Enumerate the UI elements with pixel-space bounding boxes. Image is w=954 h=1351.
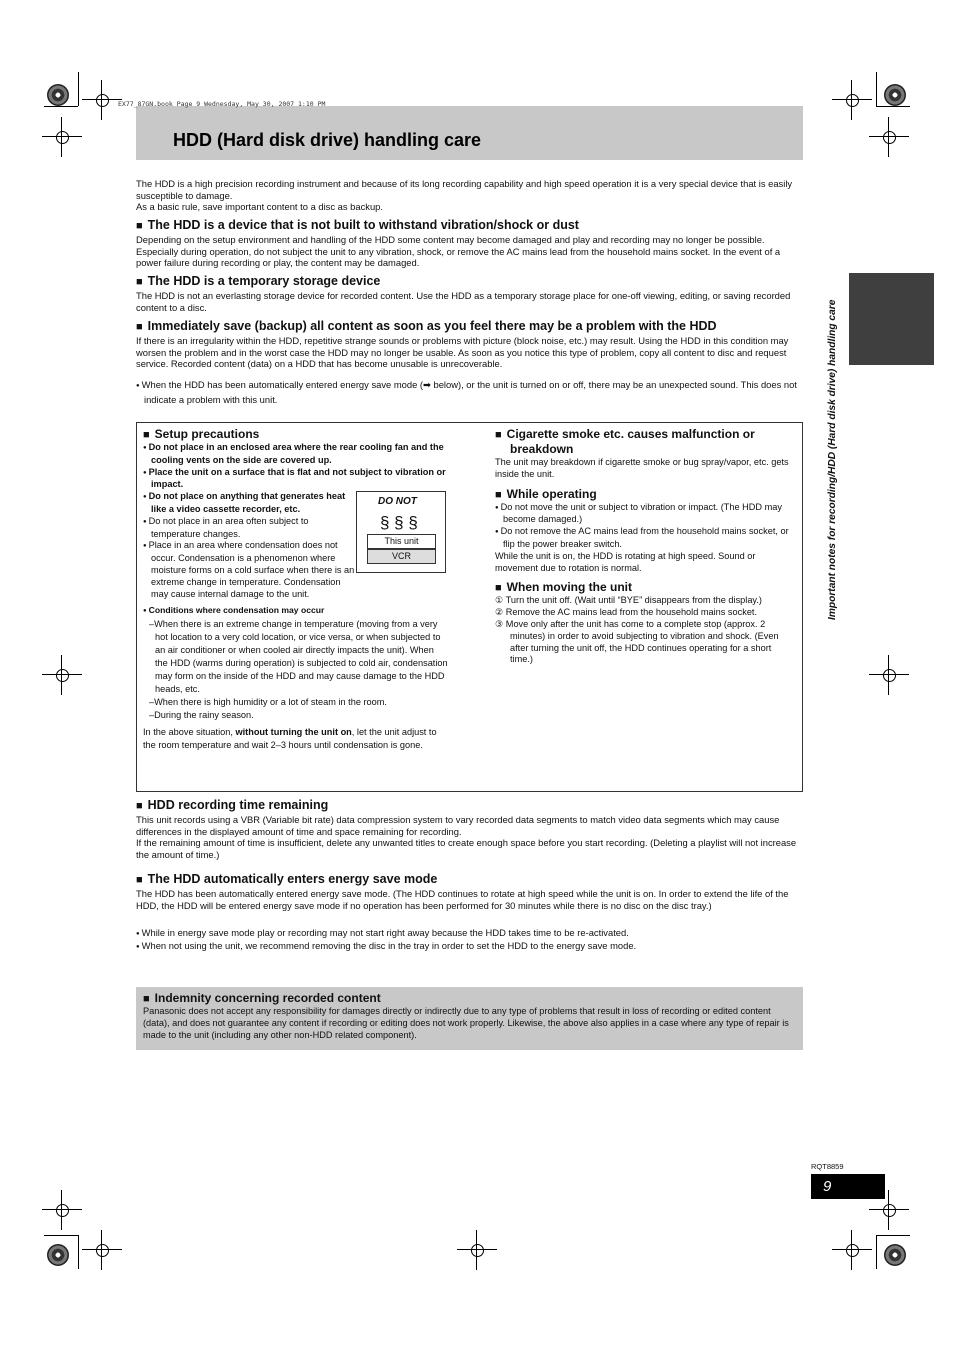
- side-label: Important notes for recording/HDD (Hard disk drive) handling care: [827, 299, 838, 620]
- registration-disc-bottom-left: [47, 1244, 69, 1266]
- condition-item: –When there is an extreme change in temperature (moving from a very hot location to a very cold location, or vice versa, or when subjected to an air conditioner or when cooled air directly impacts the unit). When the HDD (warms during operation) is subjected to cold air, condensation may form on the inside of the HDD and may cause damage to the HDD heads, etc.: [149, 619, 448, 695]
- section-temporary-storage: [136, 274, 804, 313]
- do-not-diagram: [356, 491, 446, 573]
- section-text: Depending on the setup environment and handling of the HDD some content may become damaged and play and recording may no longer be possible. Especially during operation, do not subject the unit to any vibration, shock, or remove the AC mains lead from the household mains socket. In the event of a power failure during recording or play, the content may be damaged.: [136, 234, 781, 269]
- diagram-unit-label: This unit: [367, 534, 436, 549]
- page-number: 9: [823, 1178, 832, 1195]
- section-tab: [849, 273, 934, 365]
- registration-disc-bottom-right: [884, 1244, 906, 1266]
- setup-bullet: ● Place in an area where condensation does not occur. Condensation is a phenomenon where moisture forms on a cold surface when there is an extreme change in temperature. Condensation may cause internal damage to the unit.: [143, 540, 356, 600]
- crop-line: [44, 1235, 78, 1236]
- moving-heading: ■ When moving the unit: [495, 580, 795, 595]
- section-text: The HDD is not an everlasting storage device for recorded content. Use the HDD as a temporary storage place for one-off viewing, editing, or saving recorded content to a disc.: [136, 290, 791, 313]
- smoke-heading: ■ Cigarette smoke etc. causes malfunction or breakdown: [495, 427, 755, 456]
- operating-bullet: ● Do not remove the AC mains lead from the household mains socket, or flip the power breaker switch.: [495, 526, 795, 551]
- indemnity-box: [136, 987, 803, 1050]
- section-backup: [136, 319, 804, 407]
- page-header-bar: [136, 106, 803, 160]
- section-energy-save: [136, 872, 804, 954]
- diagram-vcr-label: VCR: [367, 549, 436, 564]
- registration-disc-top-right: [884, 84, 906, 106]
- intro-paragraph: As a basic rule, save important content to a disc as backup.: [136, 201, 384, 213]
- operating-text: While the unit is on, the HDD is rotating at high speed. Sound or movement due to rotation is normal.: [495, 550, 756, 573]
- crop-line: [876, 1235, 910, 1236]
- section-vibration: [136, 218, 804, 269]
- section-text: The HDD has been automatically entered energy save mode. (The HDD continues to rotate at high speed while the unit is on. In order to extend the life of the HDD, the HDD will be entered energy save mode if no operation has been performed for 30 minutes while there is no disc on the disc tray.): [136, 888, 789, 912]
- operating-bullet: ● Do not move the unit or subject to vibration or impact. (The HDD may become damaged.): [495, 502, 795, 527]
- document-code: RQT8859: [811, 1162, 844, 1171]
- section-heading: ■ The HDD is a device that is not built to withstand vibration/shock or dust: [136, 218, 804, 234]
- condition-heading: ● Conditions where condensation may occur: [143, 605, 448, 618]
- registration-mark: [457, 1230, 497, 1270]
- section-text: This unit records using a VBR (Variable bit rate) data compression system to vary recorded data segments to match video data segments which may cause differences in the displayed amount of time and space remaining for recording.: [136, 814, 780, 837]
- moving-step: ① Turn the unit off. (Wait until “BYE” disappears from the display.): [495, 595, 762, 606]
- setup-heading: ■ Setup precautions: [143, 427, 448, 442]
- registration-mark: [832, 80, 872, 120]
- intro-paragraph: The HDD is a high precision recording instrument and because of its long recording capability and high speed operation it is a very special device that is easily susceptible to damage.: [136, 178, 793, 201]
- registration-mark: [42, 1190, 82, 1230]
- page-title: HDD (Hard disk drive) handling care: [173, 130, 482, 150]
- right-column: [495, 427, 795, 666]
- intro: [136, 178, 804, 213]
- condensation-advice: In the above situation, without turning the unit on, let the unit adjust to the room temperature and wait 2–3 hours until condensation is gone.: [143, 727, 437, 751]
- setup-bullet: ● Do not place in an area often subject to temperature changes.: [143, 516, 356, 541]
- condition-item: –During the rainy season.: [149, 710, 254, 721]
- section-bullet: ● While in energy save mode play or recording may not start right away because the HDD takes time to be re-activated.: [136, 927, 804, 941]
- crop-line: [78, 72, 79, 106]
- heat-icon: § § §: [380, 513, 418, 532]
- smoke-text: The unit may breakdown if cigarette smoke or bug spray/vapor, etc. gets inside the unit.: [495, 457, 789, 479]
- registration-mark: [869, 655, 909, 695]
- registration-mark: [82, 1230, 122, 1270]
- file-info: EX77_87GN.book Page 9 Wednesday, May 30, 2007 1:10 PM: [118, 100, 326, 108]
- section-text: If the remaining amount of time is insufficient, delete any unwanted titles to create enough space before you start recording. (Deleting a playlist will not increase the amount of time.): [136, 837, 797, 860]
- crop-line: [876, 1235, 877, 1269]
- diagram-title: DO NOT: [378, 496, 417, 507]
- section-note: ● When the HDD has been automatically entered energy save mode (➡ below), or the unit is turned on or off, there may be an unexpected sound. This does not indicate a problem with this unit.: [136, 378, 804, 407]
- setup-bullet: ● Do not place on anything that generates heat like a video cassette recorder, etc.: [143, 491, 356, 516]
- section-heading: ■ Immediately save (backup) all content as soon as you feel there may be a problem with the HDD: [136, 319, 804, 335]
- crop-line: [44, 106, 78, 107]
- setup-precautions: [143, 427, 448, 752]
- moving-step: ② Remove the AC mains lead from the household mains socket.: [495, 607, 758, 618]
- registration-mark: [869, 117, 909, 157]
- section-heading: ■ The HDD is a temporary storage device: [136, 274, 804, 290]
- section-heading: ■ HDD recording time remaining: [136, 798, 804, 814]
- registration-mark: [42, 117, 82, 157]
- indemnity-text: Panasonic does not accept any responsibility for damages directly or indirectly due to any type of problems that result in loss of recording or edited content (data), and does not guarantee any content if recording or editing does not work properly. Likewise, the above also applies in a case where any type of repair is made to the unit (including any other non-HDD related component).: [143, 1006, 789, 1040]
- page-number-box: [811, 1174, 885, 1199]
- registration-disc-top-left: [47, 84, 69, 106]
- crop-line: [876, 72, 877, 106]
- section-text: If there is an irregularity within the HDD, repetitive strange sounds or problems with picture (block noise, etc.) may result. Using the HDD in this condition may worsen the problem and in the worst case the HDD may no longer be usable. As soon as you notice this type of problem, copy all content to disc and request service. Recorded content (data) on a HDD that has become unusable is unrecoverable.: [136, 335, 789, 370]
- crop-line: [876, 106, 910, 107]
- condition-item: –When there is high humidity or a lot of steam in the room.: [149, 697, 387, 708]
- moving-step: ③ Move only after the unit has come to a complete stop (approx. 2 minutes) in order to avoid subjecting to vibration and shock. (Even after turning the unit off, the HDD continues operating for a short time.): [495, 618, 779, 665]
- crop-line: [78, 1235, 79, 1269]
- indemnity-heading: ■ Indemnity concerning recorded content: [143, 991, 381, 1006]
- section-bullet: ● When not using the unit, we recommend removing the disc in the tray in order to set the HDD to the energy save mode.: [136, 940, 804, 954]
- section-heading: ■ The HDD automatically enters energy save mode: [136, 872, 804, 888]
- setup-bullet: ● Do not place in an enclosed area where the rear cooling fan and the cooling vents on the side are covered up.: [143, 442, 448, 467]
- section-recording-time: [136, 798, 804, 860]
- registration-mark: [42, 655, 82, 695]
- registration-mark: [82, 80, 122, 120]
- operating-heading: ■ While operating: [495, 487, 795, 502]
- registration-mark: [832, 1230, 872, 1270]
- setup-bullet: ● Place the unit on a surface that is flat and not subject to vibration or impact.: [143, 467, 448, 492]
